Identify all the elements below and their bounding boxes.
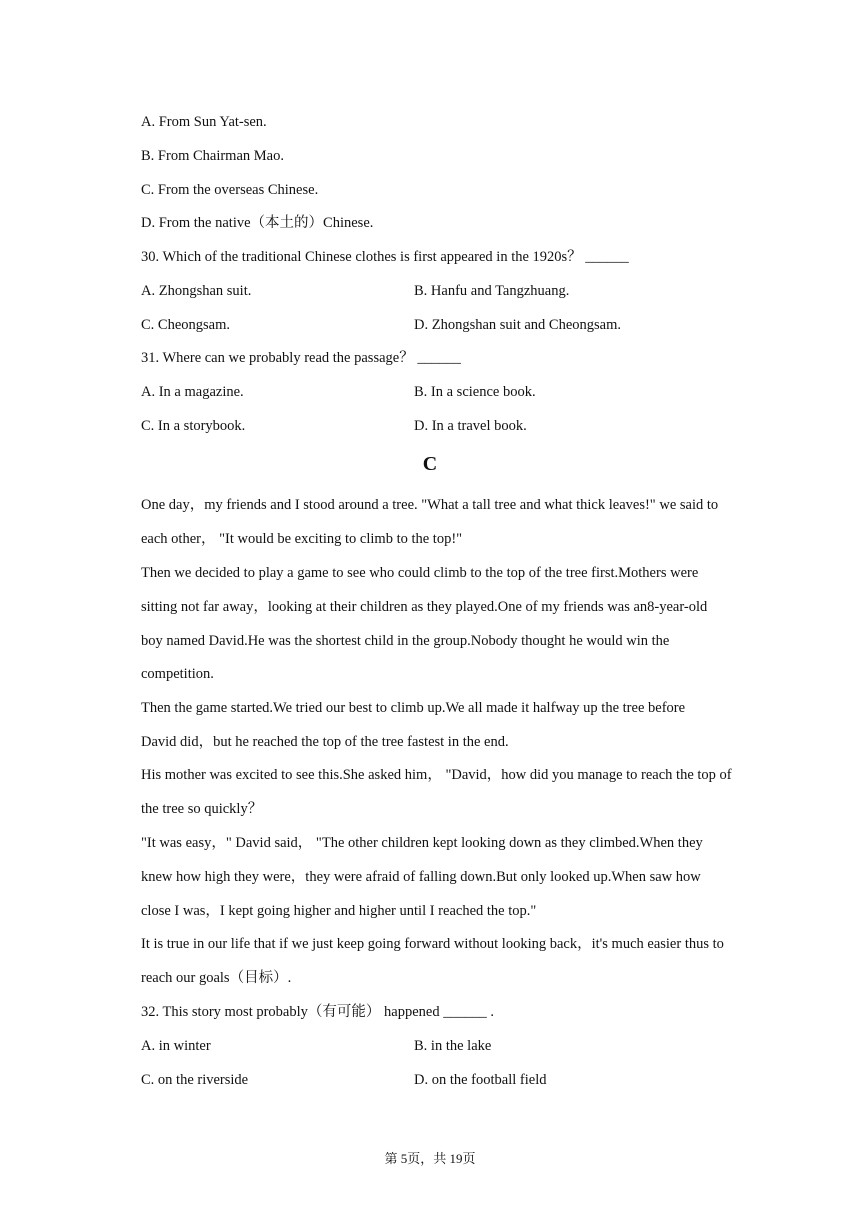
q29-option-c: C. From the overseas Chinese.	[141, 182, 319, 198]
passage-line: knew how high they were，they were afraid of falling down.But only looked up.When saw how	[141, 869, 701, 885]
passage-line: David did，but he reached the top of the tree fastest in the end.	[141, 734, 509, 750]
passage-line: Then the game started.We tried our best to climb up.We all made it halfway up the tree before	[141, 700, 686, 716]
q31-question: 31. Where can we probably read the passage？ ______	[141, 350, 461, 366]
q29-option-b: B. From Chairman Mao.	[141, 148, 284, 164]
q30-option-c: C. Cheongsam.	[141, 317, 231, 333]
q31-option-b: B. In a science book.	[414, 384, 536, 400]
passage-line: close I was，I kept going higher and higher until I reached the top."	[141, 903, 537, 919]
passage-line: each other， "It would be exciting to climb to the top!"	[141, 531, 463, 547]
q30-option-a: A. Zhongshan suit.	[141, 283, 252, 299]
passage-line: reach our goals（目标）.	[141, 970, 292, 986]
q30-option-d: D. Zhongshan suit and Cheongsam.	[414, 317, 622, 333]
q31-option-d: D. In a travel book.	[414, 418, 527, 434]
q29-option-a: A. From Sun Yat-sen.	[141, 114, 267, 130]
passage-line: sitting not far away，looking at their children as they played.One of my friends was an8-year-old	[141, 599, 708, 615]
q31-option-c: C. In a storybook.	[141, 418, 246, 434]
passage-line: His mother was excited to see this.She asked him， "David，how did you manage to reach the top of	[141, 767, 732, 783]
passage-line: "It was easy，" David said， "The other children kept looking down as they climbed.When they	[141, 835, 703, 851]
q31-option-a: A. In a magazine.	[141, 384, 244, 400]
page-footer: 第 5页，共 19页	[384, 1151, 476, 1166]
passage-line: It is true in our life that if we just keep going forward without looking back，it's much easier thus to	[141, 936, 724, 952]
passage-line: Then we decided to play a game to see who could climb to the top of the tree first.Mothers were	[141, 565, 699, 581]
q29-option-d: D. From the native（本土的）Chinese.	[141, 215, 374, 231]
q32-option-c: C. on the riverside	[141, 1072, 249, 1088]
q30-question: 30. Which of the traditional Chinese clothes is first appeared in the 1920s？ ______	[141, 249, 629, 265]
q32-option-d: D. on the football field	[414, 1072, 547, 1088]
q30-option-b: B. Hanfu and Tangzhuang.	[414, 283, 570, 299]
passage-line: One day，my friends and I stood around a tree. "What a tall tree and what thick leaves!" we said to	[141, 497, 719, 513]
section-heading: C	[422, 453, 438, 475]
q32-question: 32. This story most probably（有可能） happened ______ .	[141, 1004, 494, 1020]
q32-option-a: A. in winter	[141, 1038, 211, 1054]
passage-line: competition.	[141, 666, 214, 682]
q32-option-b: B. in the lake	[414, 1038, 492, 1054]
passage-line: boy named David.He was the shortest child in the group.Nobody thought he would win the	[141, 633, 670, 649]
passage-line: the tree so quickly？	[141, 801, 263, 817]
